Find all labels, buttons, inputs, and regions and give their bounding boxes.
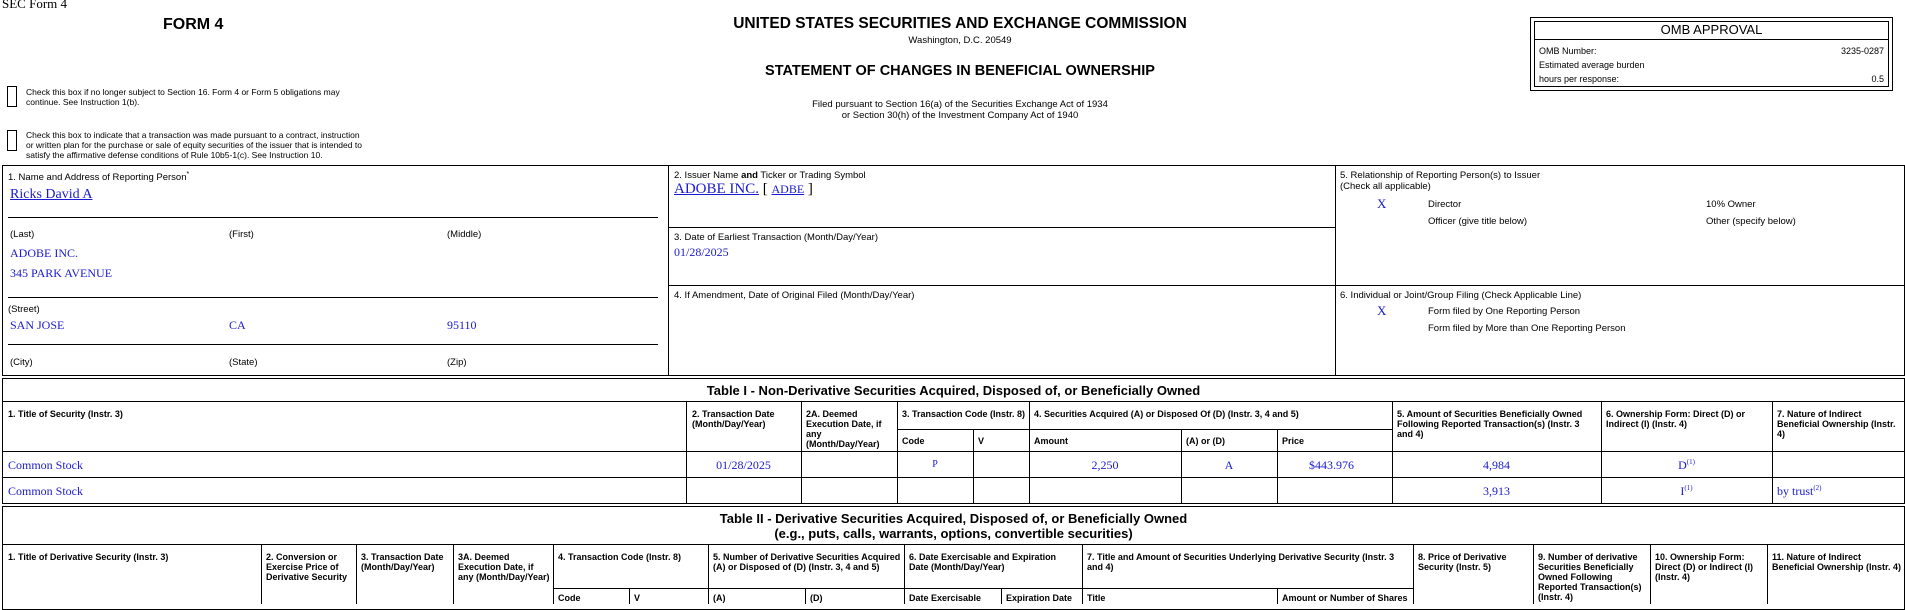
t2-col-line: [629, 588, 630, 604]
t2-col-line: [356, 544, 357, 604]
t1-sub-a-or-d: (A) or (D): [1186, 436, 1225, 446]
zip-value: 95110: [447, 318, 477, 332]
t2-col-line: [904, 544, 905, 604]
filed-pursuant-line1: Filed pursuant to Section 16(a) of the Securities Exchange Act of 1934: [812, 99, 1108, 110]
middle-label: (Middle): [447, 229, 482, 240]
issuer-name-row: [674, 181, 813, 198]
t2-header-10: 10. Ownership Form: Direct (D) or Indirect (I) (Instr. 4): [1655, 552, 1754, 582]
other-label: Other (specify below): [1706, 216, 1796, 227]
earliest-date-label: 3. Date of Earliest Transaction (Month/Day/Year): [674, 232, 878, 243]
t2-col-line: [1767, 544, 1768, 604]
street-label: (Street): [8, 304, 40, 315]
t2-header-11: 11. Nature of Indirect Beneficial Ownership (Instr. 4): [1772, 552, 1902, 572]
t1-header-code: 3. Transaction Code (Instr. 8): [902, 409, 1026, 419]
t1-header-nature: 7. Nature of Indirect Beneficial Ownership (Instr. 4): [1777, 409, 1896, 439]
t1-sub-code: Code: [902, 436, 925, 446]
row2-form: $I^{(1)}$: [1680, 484, 1693, 498]
omb-burden-label: Estimated average burden: [1539, 60, 1645, 70]
t2-header-2: 2. Conversion or Exercise Price of Derivative Security: [266, 552, 348, 582]
one-person-check-mark[interactable]: X: [1377, 303, 1387, 318]
filed-pursuant-line2: or Section 30(h) of the Investment Company Act of 1940: [841, 110, 1079, 121]
table2-title: Table II - Derivative Securities Acquired, Disposed of, or Beneficially Owned: [719, 511, 1188, 526]
address-line1: ADOBE INC.: [10, 246, 78, 260]
agency-title: UNITED STATES SECURITIES AND EXCHANGE COMMISSION: [733, 15, 1187, 32]
table2-title-line: [2, 544, 1905, 545]
t2-col-line: [708, 544, 709, 604]
t2-col-line: [261, 544, 262, 604]
row1-price: $443.976: [1309, 458, 1354, 472]
t1-sub-price: Price: [1282, 436, 1305, 446]
omb-title: OMB APPROVAL: [1660, 22, 1763, 37]
bracket-open: [: [762, 181, 768, 197]
t2-sub-date-exercisable: Date Exercisable: [909, 593, 982, 603]
section16-text: Check this box if no longer subject to Section 16. Form 4 or Form 5 obligations may continue. See Instruction 1(b).: [26, 87, 340, 107]
omb-divider: [1535, 39, 1888, 40]
reporter-name-link[interactable]: Ricks David A: [10, 187, 93, 202]
issuer-ticker-link[interactable]: ADBE: [771, 182, 805, 196]
relationship-label: 5. Relationship of Reporting Person(s) to Issuer (Check all applicable): [1340, 170, 1541, 192]
t2-col-line: [1413, 544, 1414, 604]
city-line: [8, 344, 658, 345]
state-label: (State): [229, 357, 258, 368]
row1-owned: 4,984: [1483, 458, 1510, 472]
row2-nature: by trust$^{(2)}$: [1777, 484, 1822, 498]
t1-header-acquired: 4. Securities Acquired (A) or Disposed Of (D) (Instr. 3, 4 and 5): [1034, 409, 1299, 419]
t2-col-line: [553, 544, 554, 604]
first-label: (First): [229, 229, 254, 240]
reporter-label: 1. Name and Address of Reporting Person*: [8, 171, 190, 184]
t2-col-line: [1001, 588, 1002, 604]
director-label: Director: [1428, 199, 1462, 210]
t1-col-line: [801, 401, 802, 504]
agency-city: Washington, D.C. 20549: [908, 35, 1012, 46]
officer-label: Officer (give title below): [1428, 216, 1528, 227]
zip-label: (Zip): [447, 357, 467, 368]
t2-sub-v: V: [634, 593, 641, 603]
t1-col-line: [1772, 401, 1773, 504]
table1-title-line: [2, 401, 1905, 402]
issuer-label: 2. Issuer Name and Ticker or Trading Symbol: [674, 170, 866, 181]
table1-subheader-line: [897, 429, 1392, 430]
t1-sub-v: V: [978, 436, 985, 446]
last-label: (Last): [10, 229, 35, 240]
t2-header-7: 7. Title and Amount of Securities Underlying Derivative Security (Instr. 3 and 4): [1087, 552, 1395, 572]
reporter-name-line: [8, 217, 658, 218]
omb-hours-label: hours per response:: [1539, 74, 1620, 84]
row1-code: P: [932, 459, 938, 470]
t1-col-line: [1277, 429, 1278, 504]
t2-sub-d: (D): [810, 593, 823, 603]
city-label: (City): [10, 357, 33, 368]
t1-header-ownership-form: 6. Ownership Form: Direct (D) or Indirect (I) (Instr. 4): [1606, 409, 1746, 429]
t2-header-9: 9. Number of derivative Securities Beneficially Owned Following Reported Transaction(s) (Instr. 4): [1538, 552, 1642, 602]
t2-header-4: 4. Transaction Code (Instr. 8): [558, 552, 682, 562]
statement-title: STATEMENT OF CHANGES IN BENEFICIAL OWNERSHIP: [765, 63, 1155, 79]
table2-subheader-line: [553, 588, 1413, 589]
t2-header-1: 1. Title of Derivative Security (Instr. 3): [8, 552, 169, 562]
window-title: SEC Form 4: [2, 0, 68, 11]
t2-sub-amount-shares: Amount or Number of Shares: [1282, 593, 1408, 603]
t2-header-6: 6. Date Exercisable and Expiration Date (Month/Day/Year): [909, 552, 1057, 572]
t2-header-8: 8. Price of Derivative Security (Instr. 5): [1418, 552, 1507, 572]
identity-divider-2: [1335, 165, 1336, 376]
table2-subtitle: (e.g., puts, calls, warrants, options, convertible securities): [774, 526, 1133, 541]
t1-header-deemed: 2A. Deemed Execution Date, if any (Month/Day/Year): [806, 409, 882, 449]
t1-header-title: 1. Title of Security (Instr. 3): [8, 409, 123, 419]
t2-sub-expiration-date: Expiration Date: [1006, 593, 1073, 603]
t2-header-3: 3. Transaction Date (Month/Day/Year): [361, 552, 444, 572]
bracket-close: ]: [807, 181, 813, 197]
omb-approval-box: [1530, 17, 1893, 91]
identity-divider-1: [668, 165, 669, 376]
row2-owned: 3,913: [1483, 484, 1510, 498]
t2-sub-code: Code: [558, 593, 581, 603]
t2-col-line: [1650, 544, 1651, 604]
state-value: CA: [229, 318, 246, 332]
street-line: [8, 297, 658, 298]
t2-col-line: [1277, 588, 1278, 604]
t2-col-line: [805, 588, 806, 604]
date-divider: [668, 285, 1335, 286]
row1-form: $D^{(1)}$: [1678, 458, 1695, 472]
t1-col-line: [1029, 401, 1030, 504]
table1-header-line: [2, 451, 1905, 452]
t2-sub-title: Title: [1087, 593, 1106, 603]
rule10b5-checkbox[interactable]: [7, 130, 17, 151]
t2-header-3a: 3A. Deemed Execution Date, if any (Month/Day/Year): [458, 552, 550, 582]
table1-title: Table I - Non-Derivative Securities Acquired, Disposed of, or Beneficially Owned: [706, 383, 1201, 398]
row1-date: 01/28/2025: [716, 458, 771, 472]
row2-title: Common Stock: [8, 484, 84, 498]
omb-hours-value: 0.5: [1871, 74, 1884, 84]
row1-title: Common Stock: [8, 458, 84, 472]
city-value: SAN JOSE: [10, 318, 65, 332]
t2-header-5: 5. Number of Derivative Securities Acquired (A) or Disposed of (D) (Instr. 3, 4 and 5): [713, 552, 901, 572]
form-title: FORM 4: [163, 16, 224, 33]
row1-a-or-d: A: [1224, 458, 1234, 472]
t2-col-line: [453, 544, 454, 604]
issuer-name-link[interactable]: ADOBE INC.: [674, 181, 759, 197]
address-line2: 345 PARK AVENUE: [10, 266, 113, 280]
relationship-divider: [1335, 285, 1905, 286]
ten-percent-owner-label: 10% Owner: [1706, 199, 1756, 210]
t1-sub-amount: Amount: [1034, 436, 1068, 446]
earliest-date-value: 01/28/2025: [674, 245, 729, 259]
t2-sub-a: (A): [713, 593, 726, 603]
row1-amount: 2,250: [1091, 458, 1119, 472]
amendment-label: 4. If Amendment, Date of Original Filed (Month/Day/Year): [674, 290, 915, 301]
t1-header-amount-owned: 5. Amount of Securities Beneficially Owned Following Reported Transaction(s) (Instr. 3 and 4): [1397, 409, 1583, 439]
t2-col-line: [1533, 544, 1534, 604]
t1-col-line: [973, 429, 974, 504]
director-check-mark[interactable]: X: [1377, 196, 1387, 211]
one-person-label: Form filed by One Reporting Person: [1428, 306, 1581, 317]
table1-row-line: [2, 477, 1905, 478]
t2-col-line: [1082, 544, 1083, 604]
rule10b5-text: Check this box to indicate that a transaction was made pursuant to a contract, instruction or written plan for the purchase or sale of equity securities of the issuer that is intended to satisfy the affirmative defense conditions of Rule 10b5-1(c). See Instruction 10.: [26, 130, 362, 160]
issuer-divider: [668, 227, 1335, 228]
multiple-persons-label: Form filed by More than One Reporting Person: [1428, 323, 1626, 334]
t1-col-line: [897, 401, 898, 504]
section16-checkbox[interactable]: [7, 86, 17, 107]
t1-header-date: 2. Transaction Date (Month/Day/Year): [692, 409, 775, 429]
omb-number-value: 3235-0287: [1840, 46, 1884, 56]
filing-label: 6. Individual or Joint/Group Filing (Check Applicable Line): [1340, 290, 1582, 301]
t1-col-line: [686, 401, 687, 504]
omb-number-label: OMB Number:: [1539, 46, 1597, 56]
